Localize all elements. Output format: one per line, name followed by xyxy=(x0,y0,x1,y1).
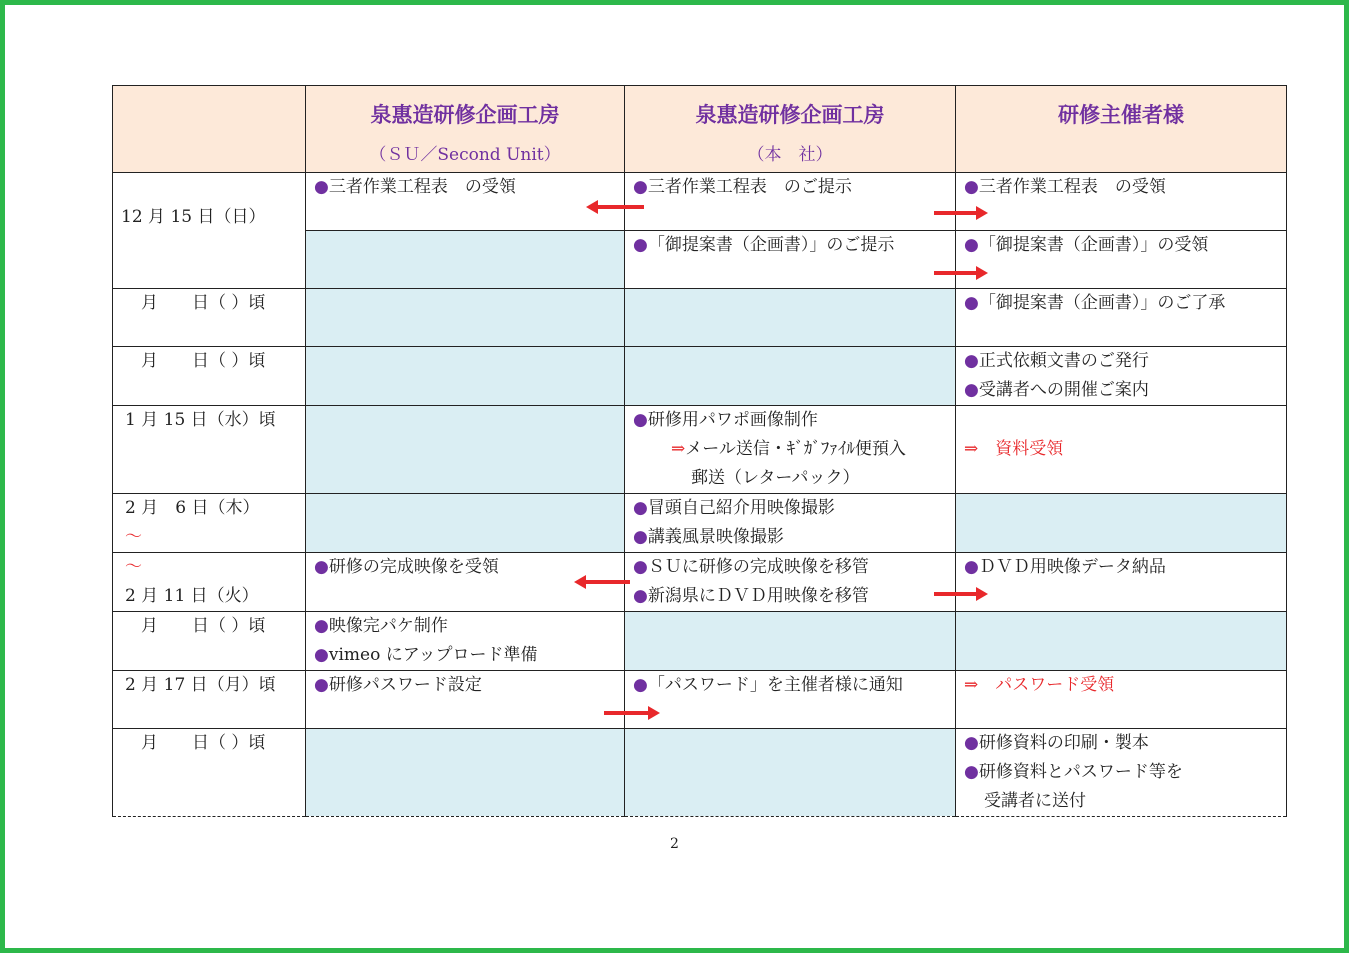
su-cell xyxy=(306,612,625,671)
honsha-cell xyxy=(625,553,956,612)
organizer-task: ⇒ パスワード受領 xyxy=(964,675,1115,695)
organizer-task: ●ＤＶＤ用映像データ納品 xyxy=(964,557,1166,577)
organizer-cell xyxy=(956,612,1287,671)
tilde-mark: ～ xyxy=(125,557,142,577)
arrow-right-icon xyxy=(934,271,978,275)
organizer-cell xyxy=(956,494,1287,553)
honsha-task: ●三者作業工程表 のご提示 xyxy=(633,177,852,197)
su-task: ●研修パスワード設定 xyxy=(314,675,482,695)
honsha-cell xyxy=(625,231,956,289)
organizer-cell xyxy=(956,231,1287,289)
honsha-task-mail-visible: メール送信・ｷﾞｶﾞﾌｧｲﾙ便預入 xyxy=(685,439,906,459)
organizer-task: 受講者に送付 xyxy=(984,791,1086,811)
honsha-task: ●ＳＵに研修の完成映像を移管 xyxy=(633,557,869,577)
honsha-cell xyxy=(625,347,956,406)
organizer-cell xyxy=(956,671,1287,729)
date-text: 2 月 17 日（月）頃 xyxy=(125,675,276,695)
date-cell xyxy=(113,671,306,729)
organizer-task: ●「御提案書（企画書）」の受領 xyxy=(964,235,1209,255)
date-text: 月 日（ ）頃 xyxy=(141,293,266,313)
organizer-cell xyxy=(956,289,1287,347)
honsha-cell xyxy=(625,612,956,671)
honsha-cell xyxy=(625,173,956,231)
organizer-task: ●三者作業工程表 の受領 xyxy=(964,177,1166,197)
su-task: ●研修の完成映像を受領 xyxy=(314,557,499,577)
header-blank-cell xyxy=(113,86,306,173)
organizer-cell xyxy=(956,729,1287,817)
su-task: ●三者作業工程表 の受領 xyxy=(314,177,516,197)
honsha-task: ●研修用パワポ画像制作 xyxy=(633,410,818,430)
su-task: ●vimeo にアップロード準備 xyxy=(314,645,538,665)
organizer-cell xyxy=(956,173,1287,231)
honsha-task: ●「御提案書（企画書）」のご提示 xyxy=(633,235,895,255)
table-row xyxy=(113,347,1287,406)
su-cell xyxy=(306,231,625,289)
honsha-task: 郵送（レターパック） xyxy=(691,468,860,488)
date-cell xyxy=(113,729,306,817)
honsha-task: ●新潟県にＤＶＤ用映像を移管 xyxy=(633,586,869,606)
date-cell xyxy=(113,494,306,553)
table-row xyxy=(113,612,1287,671)
arrow-right-icon xyxy=(934,592,978,596)
honsha-task: ●講義風景映像撮影 xyxy=(633,527,784,547)
organizer-task: ⇒ 資料受領 xyxy=(964,439,1064,459)
table-row xyxy=(113,729,1287,817)
organizer-task: ●研修資料の印刷・製本 xyxy=(964,733,1149,753)
date-text: 1 月 15 日（水）頃 xyxy=(125,410,276,430)
table-row xyxy=(113,553,1287,612)
date-cell xyxy=(113,289,306,347)
su-cell xyxy=(306,671,625,729)
honsha-task: ●冒頭自己紹介用映像撮影 xyxy=(633,498,835,518)
table-row xyxy=(113,406,1287,494)
honsha-cell xyxy=(625,729,956,817)
date-cell xyxy=(113,406,306,494)
organizer-cell xyxy=(956,553,1287,612)
su-cell xyxy=(306,494,625,553)
header-su-title: 泉惠造研修企画工房 xyxy=(370,102,560,127)
honsha-cell xyxy=(625,406,956,494)
table-row xyxy=(113,173,1287,231)
table-row xyxy=(113,671,1287,729)
organizer-cell xyxy=(956,347,1287,406)
honsha-cell xyxy=(625,494,956,553)
honsha-task-mail: ⇒メール送信・ｷﾞｶﾞﾌｧｲﾙ便預入 xyxy=(671,439,906,459)
organizer-cell xyxy=(956,406,1287,494)
page-number: 2 xyxy=(670,836,679,852)
header-organizer-title: 研修主催者様 xyxy=(1058,102,1184,127)
schedule-table xyxy=(112,85,1287,817)
header-su-subtitle: （ＳＵ／Second Unit） xyxy=(369,145,561,165)
tilde-mark: ～ xyxy=(125,527,142,547)
table-row xyxy=(113,289,1287,347)
date-text: 2 月 6 日（木） xyxy=(125,498,260,518)
date-text: 月 日（ ）頃 xyxy=(141,616,266,636)
su-cell xyxy=(306,553,625,612)
date-text: 2 月 11 日（火） xyxy=(125,586,259,606)
organizer-task: ●研修資料とパスワード等を xyxy=(964,762,1183,782)
table-row xyxy=(113,494,1287,553)
su-cell xyxy=(306,729,625,817)
header-su xyxy=(306,86,625,173)
honsha-cell xyxy=(625,671,956,729)
header-honsha xyxy=(625,86,956,173)
arrow-right-icon xyxy=(934,211,978,215)
organizer-task: ●受講者への開催ご案内 xyxy=(964,380,1149,400)
su-cell xyxy=(306,173,625,231)
su-cell xyxy=(306,406,625,494)
date-cell xyxy=(113,553,306,612)
table-header-row xyxy=(113,86,1287,173)
organizer-task: ●正式依頼文書のご発行 xyxy=(964,351,1149,371)
su-cell xyxy=(306,347,625,406)
date-text: 12 月 15 日（日） xyxy=(121,207,266,227)
date-text: 月 日（ ）頃 xyxy=(141,351,266,371)
header-organizer xyxy=(956,86,1287,173)
date-cell xyxy=(113,173,306,289)
date-text: 月 日（ ）頃 xyxy=(141,733,266,753)
su-cell xyxy=(306,289,625,347)
header-honsha-title: 泉惠造研修企画工房 xyxy=(695,102,885,127)
su-task: ●映像完パケ制作 xyxy=(314,616,448,636)
honsha-task: ●「パスワード」を主催者様に通知 xyxy=(633,675,903,695)
header-honsha-subtitle: （本 社） xyxy=(747,145,833,165)
arrow-left-icon xyxy=(584,580,630,584)
organizer-task: ●「御提案書（企画書）」のご了承 xyxy=(964,293,1226,313)
honsha-cell xyxy=(625,289,956,347)
date-cell xyxy=(113,612,306,671)
date-cell xyxy=(113,347,306,406)
